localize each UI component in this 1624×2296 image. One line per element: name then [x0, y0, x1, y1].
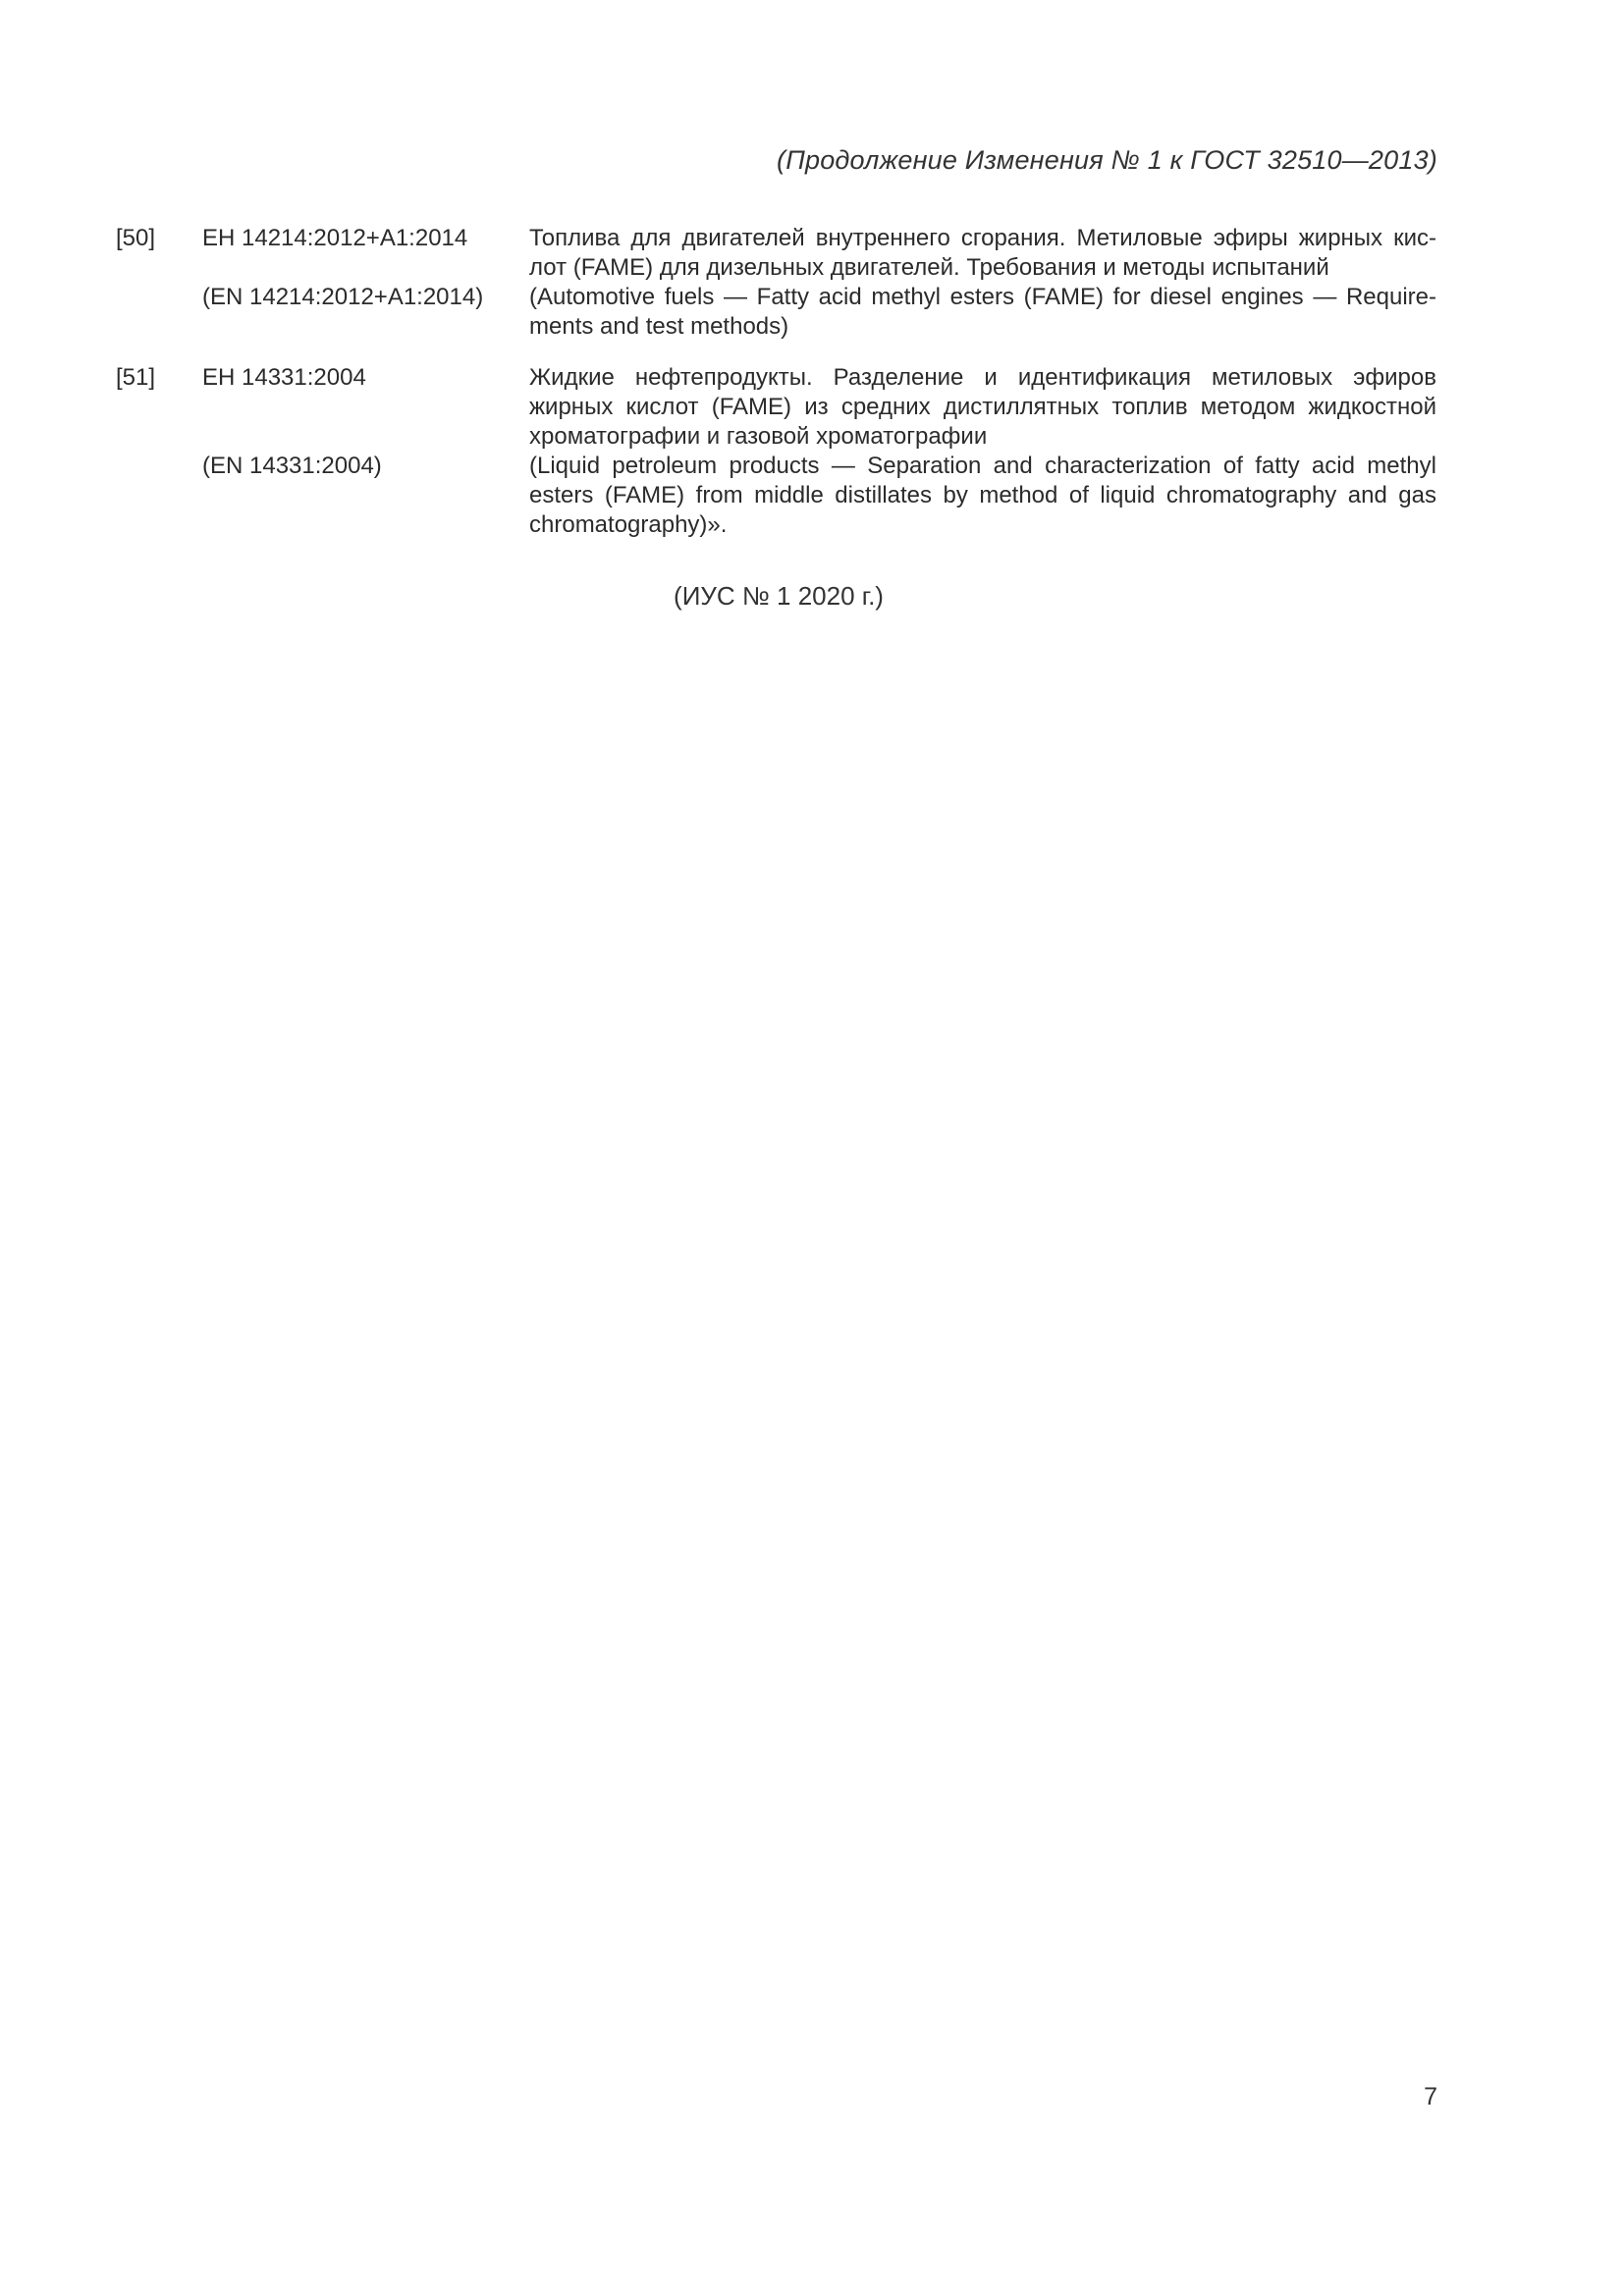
standard-title-en	[529, 283, 1436, 342]
entry-number: [50]	[116, 225, 156, 251]
standard-code-ru-text: ЕН 14214:2012+А1:2014	[202, 225, 468, 251]
title-ru-line-3: хроматографии и газовой хроматографии	[529, 423, 988, 450]
standard-code-en-text: (EN 14331:2004)	[202, 453, 382, 479]
bibliography-entry-50	[116, 224, 1437, 342]
entry-number: [51]	[116, 364, 156, 391]
standard-title	[529, 363, 1437, 540]
running-header: (Продолжение Изменения № 1 к ГОСТ 32510—2013)	[777, 145, 1437, 175]
title-ru-line-1: Топлива для двигателей внутреннего сгорания. Метиловые эфиры жирных кис-	[529, 225, 1436, 251]
standard-code-ru	[202, 363, 529, 481]
standard-code-en-text: (EN 14214:2012+A1:2014)	[202, 284, 484, 310]
bibliography-list	[116, 224, 1437, 561]
standard-title-ru	[529, 363, 1436, 452]
page-number: 7	[1424, 2083, 1437, 2110]
title-en-line-3: chromatography)».	[529, 511, 728, 538]
standard-code-ru-text: ЕН 14331:2004	[202, 364, 366, 391]
title-en-line-2: esters (FAME) from middle distillates by method of liquid chromatography and gas	[529, 482, 1436, 508]
standard-title-ru	[529, 224, 1436, 283]
bibliography-entry-51	[116, 363, 1437, 540]
title-ru-line-2: лот (FAME) для дизельных двигателей. Требования и методы испытаний	[529, 254, 1329, 281]
title-ru-line-1: Жидкие нефтепродукты. Разделение и идентификация метиловых эфиров	[529, 364, 1436, 391]
ius-reference-text: (ИУС № 1 2020 г.)	[674, 581, 884, 611]
title-ru-line-2: жирных кислот (FAME) из средних дистиллятных топлив методом жидкостной	[529, 394, 1436, 420]
standard-title	[529, 224, 1437, 342]
standard-code-ru	[202, 224, 529, 312]
standard-title-en	[529, 452, 1436, 540]
entry-row-ru	[116, 224, 1437, 342]
ius-reference	[0, 581, 1624, 612]
entry-row-ru	[116, 363, 1437, 540]
title-en-line-1: (Liquid petroleum products — Separation and characterization of fatty acid methyl	[529, 453, 1436, 479]
title-en-line-2: ments and test methods)	[529, 313, 789, 340]
title-en-line-1: (Automotive fuels — Fatty acid methyl esters (FAME) for diesel engines — Require-	[529, 284, 1436, 310]
